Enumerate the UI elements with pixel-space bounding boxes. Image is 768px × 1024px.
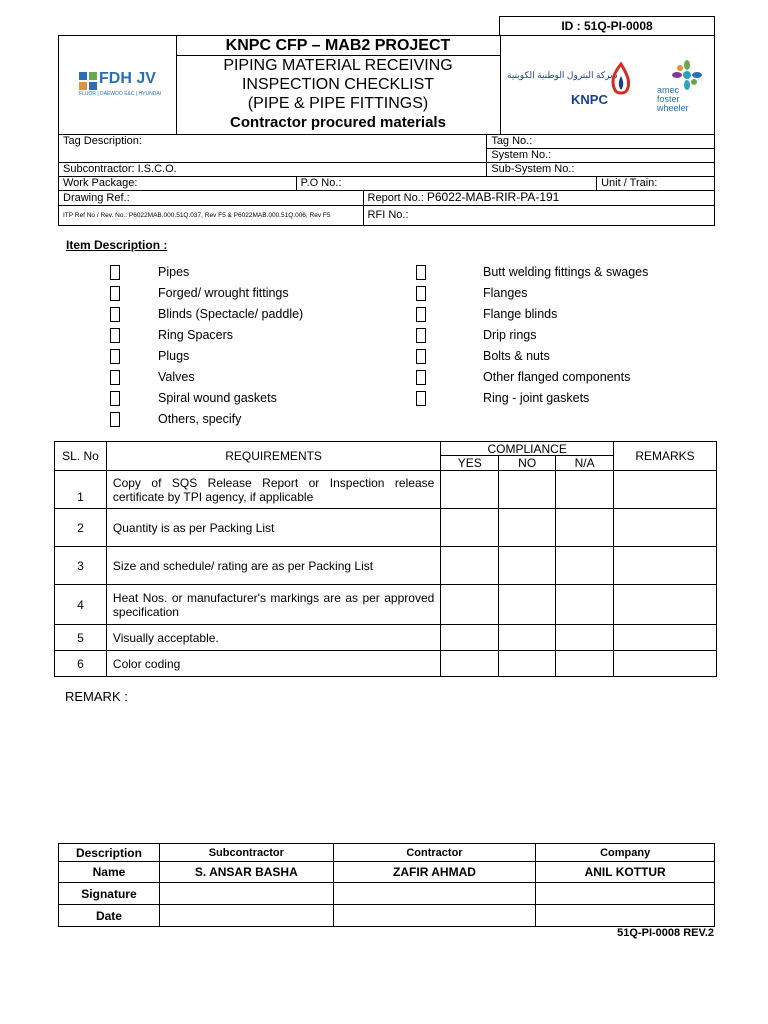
amec-line-3: wheeler <box>657 103 689 113</box>
item-checkbox[interactable] <box>416 391 426 406</box>
subcontractor-signature[interactable] <box>159 883 333 905</box>
no-cell[interactable] <box>499 651 556 677</box>
document-id-box <box>499 16 715 36</box>
row-sl: 1 <box>55 471 107 509</box>
checklist-title-3: (PIPE & PIPE FITTINGS) <box>247 95 429 112</box>
itp-ref-cell[interactable] <box>59 206 364 226</box>
item-label: Spiral wound gaskets <box>158 391 277 405</box>
list-item <box>416 307 558 327</box>
item-label: Other flanged components <box>483 370 631 384</box>
unit-train-label: Unit / Train: <box>601 177 658 189</box>
rfi-no-cell[interactable] <box>363 206 714 226</box>
list-item <box>110 265 190 285</box>
title-cell <box>176 36 501 134</box>
list-item <box>110 391 277 411</box>
subcontractor-date[interactable] <box>159 905 333 927</box>
list-item <box>110 307 304 327</box>
item-label: Valves <box>158 370 195 384</box>
yes-cell[interactable] <box>441 471 499 509</box>
item-checkbox[interactable] <box>110 328 120 343</box>
work-package-label: Work Package: <box>63 177 138 189</box>
item-checkbox[interactable] <box>110 391 120 406</box>
table-row <box>55 625 717 651</box>
item-checkbox[interactable] <box>110 349 120 364</box>
checklist-title-1: PIPING MATERIAL RECEIVING <box>223 57 453 74</box>
item-label: Plugs <box>158 349 190 363</box>
item-label: Drip rings <box>483 328 537 342</box>
knpc-arabic-name: شركة البترول الوطنية الكويتية <box>507 70 618 80</box>
project-title: KNPC CFP – MAB2 PROJECT <box>176 36 500 56</box>
na-cell[interactable] <box>556 585 614 625</box>
item-checkbox[interactable] <box>110 412 120 427</box>
drawing-ref-label: Drawing Ref.: <box>63 191 130 204</box>
na-cell[interactable] <box>556 651 614 677</box>
no-cell[interactable] <box>499 509 556 547</box>
signature-table <box>58 843 715 927</box>
list-item <box>110 412 242 432</box>
item-checkbox[interactable] <box>110 286 120 301</box>
no-cell[interactable] <box>499 471 556 509</box>
item-checkbox[interactable] <box>110 370 120 385</box>
requirements-header: REQUIREMENTS <box>106 442 440 471</box>
system-no-label: System No.: <box>491 149 552 161</box>
sig-header-description: Description <box>59 844 160 862</box>
table-row <box>59 883 715 905</box>
row-requirement: Quantity is as per Packing List <box>106 509 440 547</box>
item-label: Pipes <box>158 265 190 279</box>
row-requirement: Size and schedule/ rating are as per Packing List <box>106 547 440 585</box>
row-requirement: Copy of SQS Release Report or Inspection release certificate by TPI agency, if applicable <box>106 471 440 509</box>
compliance-header: COMPLIANCE <box>441 442 614 456</box>
table-row <box>55 585 717 625</box>
knpc-logo-text: KNPC <box>571 92 608 107</box>
header-block <box>58 35 715 135</box>
tag-no-cell[interactable] <box>487 135 715 149</box>
na-cell[interactable] <box>556 509 614 547</box>
contractor-date[interactable] <box>333 905 536 927</box>
remarks-cell[interactable] <box>614 509 717 547</box>
item-checkbox[interactable] <box>416 328 426 343</box>
system-no-cell[interactable] <box>487 149 715 163</box>
item-label: Bolts & nuts <box>483 349 550 363</box>
rfi-no-label: RFI No.: <box>367 209 409 221</box>
table-row <box>55 471 717 509</box>
sub-system-no-cell[interactable] <box>487 163 715 177</box>
sig-header-contractor: Contractor <box>333 844 536 862</box>
tag-description-cell[interactable] <box>59 135 487 163</box>
remarks-cell[interactable] <box>614 585 717 625</box>
item-label: Flanges <box>483 286 528 300</box>
item-label: Blinds (Spectacle/ paddle) <box>158 307 304 321</box>
row-sl: 3 <box>55 547 107 585</box>
item-checkbox[interactable] <box>416 265 426 280</box>
remarks-header: REMARKS <box>614 442 717 471</box>
list-item <box>110 370 195 390</box>
remarks-cell[interactable] <box>614 547 717 585</box>
work-package-cell[interactable] <box>59 177 297 191</box>
remark-area[interactable] <box>58 708 714 828</box>
item-checkbox[interactable] <box>416 286 426 301</box>
table-row <box>55 651 717 677</box>
yes-cell[interactable] <box>441 547 499 585</box>
item-checkbox[interactable] <box>110 265 120 280</box>
contractor-signature[interactable] <box>333 883 536 905</box>
table-row <box>55 547 717 585</box>
amec-line-1: amec <box>657 85 680 95</box>
no-cell[interactable] <box>499 585 556 625</box>
checklist-title-4: Contractor procured materials <box>230 114 446 131</box>
fdh-logo <box>59 36 177 134</box>
item-label: Ring Spacers <box>158 328 234 342</box>
table-row <box>59 862 715 883</box>
checklist-title-2: INSPECTION CHECKLIST <box>241 76 435 93</box>
no-cell[interactable] <box>499 547 556 585</box>
tag-no-label: Tag No.: <box>491 135 533 147</box>
subcontractor-cell[interactable] <box>59 163 487 177</box>
po-no-cell[interactable] <box>296 177 596 191</box>
sub-system-no-label: Sub-System No.: <box>491 163 575 175</box>
sl-header: SL. No <box>55 442 107 471</box>
knpc-flame-icon <box>609 62 633 103</box>
row-requirement: Heat Nos. or manufacturer's markings are as per approved specification <box>106 585 440 625</box>
item-checkbox[interactable] <box>416 370 426 385</box>
company-name[interactable]: ANIL KOTTUR <box>536 862 715 883</box>
unit-train-cell[interactable] <box>597 177 715 191</box>
requirements-table <box>54 441 717 677</box>
no-cell[interactable] <box>499 625 556 651</box>
report-no-label: Report No.: <box>367 192 424 204</box>
row-sl: 2 <box>55 509 107 547</box>
row-requirement: Visually acceptable. <box>106 625 440 651</box>
list-item <box>416 265 649 285</box>
yes-cell[interactable] <box>441 651 499 677</box>
no-header: NO <box>499 456 556 471</box>
yes-header: YES <box>441 456 499 471</box>
yes-cell[interactable] <box>441 585 499 625</box>
list-item <box>110 328 234 348</box>
item-checkbox[interactable] <box>110 307 120 322</box>
table-row <box>55 509 717 547</box>
itp-ref-text: ITP Ref No / Rev. No.: P6022MAB.000.51Q.037, Rev F5 & P6022MAB.000.51Q.006, Rev F5 <box>63 211 331 219</box>
report-no-value: P6022-MAB-RIR-PA-191 <box>426 190 560 204</box>
list-item <box>416 370 631 390</box>
amec-logo <box>657 60 715 116</box>
yes-cell[interactable] <box>441 625 499 651</box>
item-checkbox[interactable] <box>416 307 426 322</box>
na-header: N/A <box>556 456 614 471</box>
na-cell[interactable] <box>556 471 614 509</box>
sig-row-label: Name <box>59 862 160 883</box>
subcontractor-label: Subcontractor: I.S.C.O. <box>63 163 177 175</box>
item-label: Flange blinds <box>483 307 558 321</box>
info-grid <box>58 134 715 226</box>
row-requirement: Color coding <box>106 651 440 677</box>
remarks-cell[interactable] <box>614 651 717 677</box>
list-item <box>416 349 550 369</box>
remarks-cell[interactable] <box>614 625 717 651</box>
sig-header-subcontractor: Subcontractor <box>159 844 333 862</box>
item-label: Forged/ wrought fittings <box>158 286 289 300</box>
remark-label: REMARK : <box>65 689 128 704</box>
yes-cell[interactable] <box>441 509 499 547</box>
fdh-logo-sub: FLUOR | DAEWOO E&C | HYUNDAI <box>79 91 162 97</box>
item-label: Butt welding fittings & swages <box>483 265 649 279</box>
po-no-label: P.O No.: <box>300 177 342 189</box>
item-checkbox[interactable] <box>416 349 426 364</box>
sig-row-label: Date <box>59 905 160 927</box>
footer-reference: 51Q-PI-0008 REV.2 <box>617 927 714 939</box>
fdh-logo-name: FDH JV <box>99 70 156 87</box>
row-sl: 4 <box>55 585 107 625</box>
list-item <box>416 286 528 306</box>
contractor-name[interactable]: ZAFIR AHMAD <box>333 862 536 883</box>
knpc-logo <box>505 62 625 112</box>
company-date[interactable] <box>536 905 715 927</box>
amec-line-2: foster <box>657 94 680 104</box>
list-item <box>416 328 537 348</box>
report-no-cell[interactable] <box>363 191 714 206</box>
tag-description-label: Tag Description: <box>63 135 142 147</box>
list-item <box>110 286 289 306</box>
item-label: Ring - joint gaskets <box>483 391 590 405</box>
na-cell[interactable] <box>556 625 614 651</box>
document-id: ID : 51Q-PI-0008 <box>561 19 653 33</box>
row-sl: 5 <box>55 625 107 651</box>
list-item <box>110 349 190 369</box>
item-description-heading: Item Description : <box>66 238 168 252</box>
remarks-cell[interactable] <box>614 471 717 509</box>
sig-row-label: Signature <box>59 883 160 905</box>
table-row <box>59 905 715 927</box>
na-cell[interactable] <box>556 547 614 585</box>
drawing-ref-cell[interactable] <box>59 191 364 206</box>
row-sl: 6 <box>55 651 107 677</box>
subcontractor-name[interactable]: S. ANSAR BASHA <box>159 862 333 883</box>
item-label: Others, specify <box>158 412 242 426</box>
list-item <box>416 391 590 411</box>
company-signature[interactable] <box>536 883 715 905</box>
sig-header-company: Company <box>536 844 715 862</box>
